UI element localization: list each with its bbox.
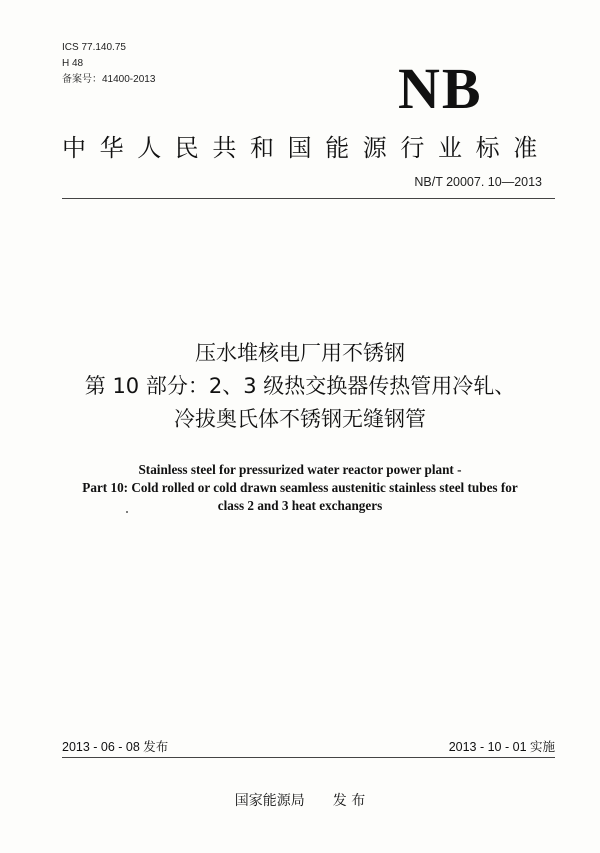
chinese-title-line-2: 第 10 部分：2、3 级热交换器传热管用冷轧、 xyxy=(84,374,516,398)
publisher-action: 发 布 xyxy=(332,793,366,809)
issue-date: 2013 - 06 - 08 发布 xyxy=(62,740,169,754)
standard-code: NB/T 20007. 10—2013 xyxy=(414,175,542,189)
document-metadata xyxy=(62,40,155,88)
chinese-title xyxy=(0,337,600,436)
standard-type-title: 中华人民共和国能源行业标准 xyxy=(62,134,551,162)
footer-divider xyxy=(62,757,555,758)
implementation-date: 2013 - 10 - 01 实施 xyxy=(448,740,555,754)
chinese-title-line-3: 冷拔奥氏体不锈钢无缝钢管 xyxy=(174,407,426,431)
english-title-line-1: Stainless steel for pressurized water reactor power plant - xyxy=(138,462,462,477)
english-title-line-3: class 2 and 3 heat exchangers xyxy=(217,498,383,513)
ics-code: ICS 77.140.75 xyxy=(62,42,126,53)
publisher-name: 国家能源局 xyxy=(234,793,305,809)
english-title-line-2: Part 10: Cold rolled or cold drawn seamless austenitic stainless steel tubes for xyxy=(82,480,518,495)
header-divider xyxy=(62,198,555,199)
scan-speck xyxy=(126,511,128,513)
publisher-line xyxy=(0,790,600,810)
chinese-title-line-1: 压水堆核电厂用不锈钢 xyxy=(195,341,405,365)
english-title xyxy=(0,461,600,515)
category-code: H 48 xyxy=(62,58,84,69)
record-number: 备案号：41400-2013 xyxy=(62,74,156,85)
nb-logo: NB xyxy=(398,56,483,121)
